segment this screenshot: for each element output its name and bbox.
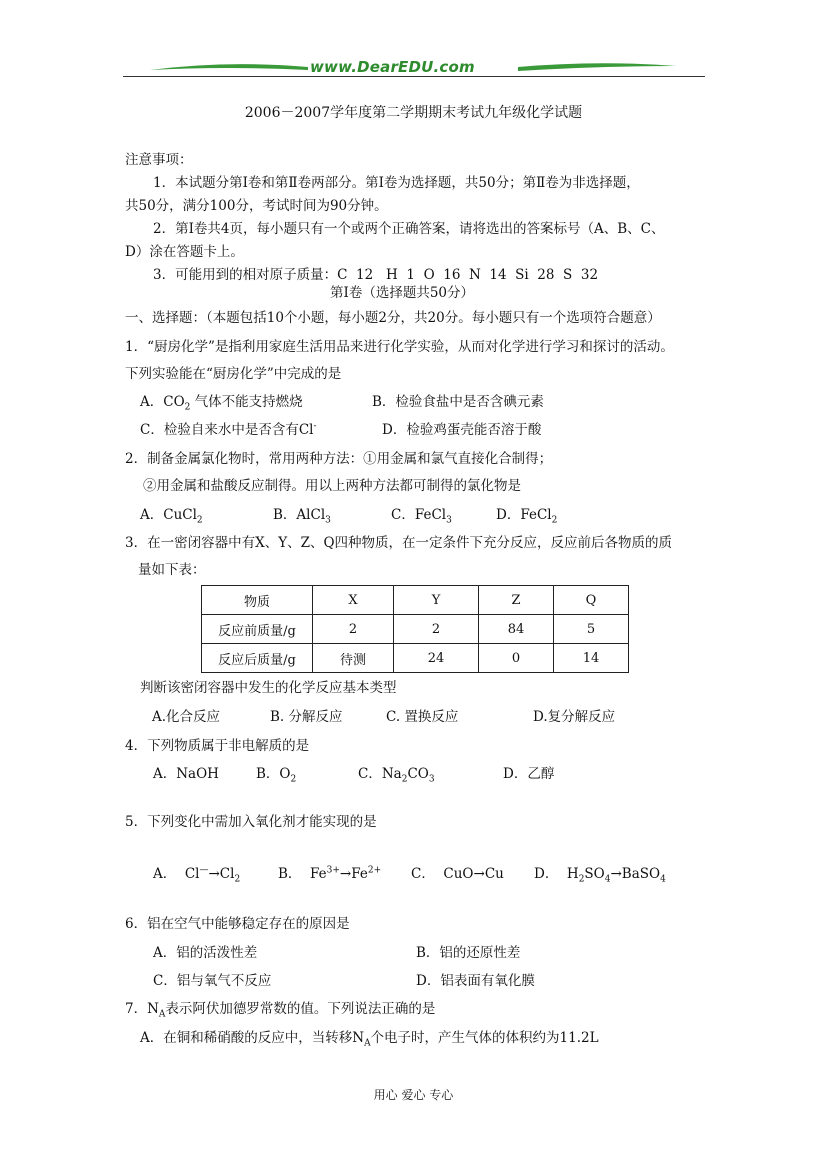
- notice-line-2a: 2．第Ⅰ卷共4页，每小题只有一个或两个正确答案，请将选出的答案标号（A、B、C、: [153, 221, 665, 237]
- notice-line-2b: D）涂在答题卡上。: [125, 244, 244, 260]
- table-header-cell: 物质: [202, 586, 313, 615]
- mass-table: [201, 585, 629, 673]
- q6-option-a: A．铝的活泼性差: [153, 945, 258, 961]
- site-logo[interactable]: www.DearEDU.com: [310, 58, 475, 76]
- notice-line-1b: 共50分，满分100分，考试时间为90分钟。: [125, 198, 388, 214]
- table-cell: 5: [554, 615, 629, 644]
- q5-option-c: C． CuO→Cu: [411, 866, 504, 882]
- q4-option-d: D．乙醇: [503, 766, 555, 782]
- q2-option-d: D．FeCl$_2$: [496, 507, 558, 526]
- q1-stem-line-1: 1．“厨房化学”是指利用家庭生活用品来进行化学实验，从而对化学进行学习和探讨的活动。: [125, 339, 674, 355]
- q6-option-b: B．铝的还原性差: [416, 945, 521, 961]
- header-divider: [123, 76, 705, 77]
- q5-option-d: D． $H_2SO_4\to BaSO_4$: [534, 866, 666, 885]
- q1-option-b: B．检验食盐中是否含碘元素: [372, 394, 544, 410]
- q3-stem-line-1: 3．在一密闭容器中有X、Y、Z、Q四种物质，在一定条件下充分反应，反应前后各物质的质: [125, 535, 673, 551]
- part-heading: 一、选择题：（本题包括10个小题，每小题2分，共20分。每小题只有一个选项符合题意）: [125, 310, 661, 326]
- table-cell: 反应后质量/g: [202, 644, 313, 673]
- q7-option-a: A．在铜和稀硝酸的反应中，当转移$N_A$个电子时，产生气体的体积约为11.2L: [140, 1030, 599, 1049]
- q3-option-d: D.复分解反应: [533, 709, 616, 725]
- q7-stem: 7．$N_A$表示阿伏加德罗常数的值。下列说法正确的是: [125, 1001, 436, 1020]
- page-footer: 用心 爱心 专心: [373, 1088, 454, 1102]
- table-cell: 2: [394, 615, 479, 644]
- q2-stem-line-1: 2．制备金属氯化物时，常用两种方法：①用金属和氯气直接化合制得；: [125, 451, 553, 467]
- q1-option-c: C．检验自来水中是否含有Cl-: [140, 421, 317, 438]
- notice-line-1a: 1．本试题分第Ⅰ卷和第Ⅱ卷两部分。第Ⅰ卷为选择题，共50分；第Ⅱ卷为非选择题，: [153, 175, 640, 191]
- section-title: 第Ⅰ卷（选择题共50分）: [330, 285, 475, 301]
- table-cell: 14: [554, 644, 629, 673]
- q3-prompt: 判断该密闭容器中发生的化学反应基本类型: [140, 680, 397, 696]
- q6-option-c: C．铝与氧气不反应: [153, 973, 272, 989]
- table-cell: 待测: [313, 644, 394, 673]
- page-title: 2006－2007学年度第二学期期末考试九年级化学试题: [244, 105, 583, 121]
- q4-option-c: C．$Na_2CO_3$: [358, 766, 435, 785]
- q1-option-d: D．检验鸡蛋壳能否溶于酸: [382, 422, 542, 438]
- table-cell: 2: [313, 615, 394, 644]
- q2-option-a: A．CuCl$_2$: [140, 507, 203, 526]
- table-header-row: [202, 586, 629, 615]
- q4-stem: 4．下列物质属于非电解质的是: [125, 738, 310, 754]
- table-cell: 84: [479, 615, 554, 644]
- notice-heading: 注意事项：: [125, 152, 193, 168]
- table-header-cell: Q: [554, 586, 629, 615]
- q4-option-b: B．$O_2$: [256, 766, 297, 785]
- q3-stem-line-2: 量如下表：: [138, 562, 206, 578]
- table-cell: 24: [394, 644, 479, 673]
- q6-stem: 6．铝在空气中能够稳定存在的原因是: [125, 916, 350, 932]
- q6-option-d: D．铝表面有氧化膜: [416, 973, 535, 989]
- q3-option-c: C. 置换反应: [386, 709, 459, 725]
- table-row: [202, 644, 629, 673]
- q1-option-a: A．$CO_2$ 气体不能支持燃烧: [140, 394, 303, 413]
- q3-option-b: B. 分解反应: [270, 709, 343, 725]
- q4-option-a: A．NaOH: [153, 766, 219, 782]
- notice-line-3: 3．可能用到的相对原子质量：C 12 H 1 O 16 N 14 Si 28 S 32: [153, 267, 599, 283]
- q3-option-a: A.化合反应: [152, 709, 221, 725]
- q5-option-b: B． $Fe^{3+}\to Fe^{2+}$: [278, 865, 382, 882]
- q2-option-b: B．AlCl$_3$: [273, 507, 331, 526]
- table-header-cell: Y: [394, 586, 479, 615]
- table-cell: 反应前质量/g: [202, 615, 313, 644]
- q5-stem: 5．下列变化中需加入氧化剂才能实现的是: [125, 814, 377, 830]
- table-row: [202, 615, 629, 644]
- q2-stem-line-2: ②用金属和盐酸反应制得。用以上两种方法都可制得的氯化物是: [143, 478, 521, 494]
- table-cell: 0: [479, 644, 554, 673]
- table-header-cell: Z: [479, 586, 554, 615]
- q1-stem-line-2: 下列实验能在“厨房化学”中完成的是: [125, 366, 342, 382]
- q2-option-c: C．FeCl$_3$: [391, 507, 452, 526]
- table-header-cell: X: [313, 586, 394, 615]
- q5-option-a: A． $Cl^—\to Cl_2$: [153, 865, 241, 885]
